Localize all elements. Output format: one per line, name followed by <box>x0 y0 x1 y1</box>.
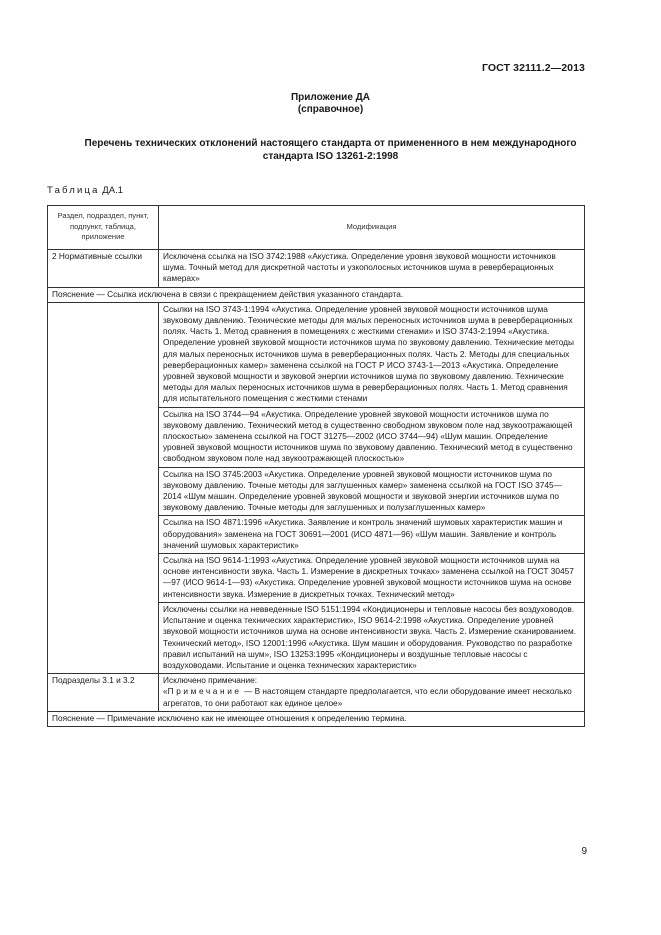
appendix-title: Приложение ДА <box>290 92 371 103</box>
document-code: ГОСТ 32111.2—2013 <box>482 62 585 74</box>
table-row <box>48 250 585 288</box>
section-cell: Подразделы 3.1 и 3.2 <box>48 674 159 712</box>
modification-cell: Ссылка на ISO 9614-1:1993 «Акустика. Определение уровней звуковой мощности источников шума на основе интенсивности звука. Часть 1. Измерение в дискретных точках» заменена ссылкой на ГОСТ 30457—97 (ИСО 9614-1—93) «Акустика. Определение уровней звуковой мощности источников шума на основе интенсивности звука. Измерение в дискретных точках. Технический метод» <box>159 554 585 603</box>
modification-cell: Ссылки на ISO 3743-1:1994 «Акустика. Определение уровней звуковой мощности источников шума звуковому давлению. Технические методы для малых переносных источников шума в реверберационных полях. Часть 1. Метод сравнения в помещениях с жесткими стенами» и ISO 3743-2:1994 «Акустика. Определение уровней звуковой мощности источников шума по звуковому давлению. Технические методы для малых переносных источников шума в реверберационных полях. Часть 2. Методы для специальных реверберационных камер» заменена ссылкой на ГОСТ Р ИСО 3743-1—2013 «Акустика. Определение уровней звуковой мощности и звуковой энергии источников шума по звуковому давлению. Технические методы для малых переносных источников шума в реверберационных полях. Часть 1. Метод сравнения для испытательного помещения с жесткими стенами <box>159 302 585 407</box>
table-caption-number: ДА.1 <box>102 185 123 196</box>
table-row <box>48 287 585 302</box>
quoted-note: «Примечание — В настоящем стандарте предполагается, что если оборудование имеет несколько агрегатов, то они работают как единое целое» <box>163 686 572 708</box>
table-row <box>48 711 585 726</box>
modification-cell: Ссылка на ISO 3745:2003 «Акустика. Определение уровней звуковой мощности источников шума по звуковому давлению. Точные методы для заглушенных камер» заменена ссылкой на ГОСТ ISO 3745—2014 «Шум машин. Определение уровней звуковой мощности и звуковой энергии источников шума по звуковому давлению. Точные методы для заглушенных и полузаглушенных камер» <box>159 467 585 516</box>
section-cell: 2 Нормативные ссылки <box>48 250 159 288</box>
modification-cell: Ссылка на ISO 3744—94 «Акустика. Определение уровней звуковой мощности источников шума по звуковому давлению. Технический метод в существенно свободном звуковом поле над звукоотражающей плоскостью» заменена ссылкой на ГОСТ 31275—2002 (ИСО 3744—94) «Шум машин. Определение уровней звуковой мощности источников шума по звуковому давлению. Технический метод в существенно свободном звуковом поле над звукоотражающей плоскостью» <box>159 407 585 467</box>
explanation-cell: Пояснение — Ссылка исключена в связи с прекращением действия указанного стандарта. <box>48 287 585 302</box>
modification-cell <box>159 674 585 712</box>
table-caption-word: Таблица <box>47 185 100 196</box>
section-cell-empty <box>48 302 159 673</box>
modification-cell: Исключены ссылки на невведенные ISO 5151:1994 «Кондиционеры и тепловые насосы без воздуховодов. Испытание и оценка технических характеристик», ISO 9614-2:1998 «Акустика. Определение уровней звуковой мощности источников шума на основе интенсивности звука. Часть 2. Измерение сканированием. Технический метод», ISO 12001:1996 «Акустика. Шум машин и оборудования. Руководство по разработке правил испытаний на шум», ISO 13253:1995 «Кондиционеры и воздушные тепловые насосы с воздуховодами. Испытание и оценка технических характеристик» <box>159 602 585 673</box>
section-heading: Перечень технических отклонений настоящего стандарта от примененного в нем международного стандарта ISO 13261-2:1998 <box>84 138 577 162</box>
header-section-cell: Раздел, подраздел, пункт, подпункт, таблица, приложение <box>48 206 159 250</box>
table-caption <box>47 185 123 196</box>
table-row <box>48 674 585 712</box>
page-number: 9 <box>581 846 587 857</box>
explanation-cell: Пояснение — Примечание исключено как не имеющее отношения к определению термина. <box>48 711 585 726</box>
table-row <box>48 302 585 407</box>
modification-line: Исключено примечание: <box>163 675 258 686</box>
modification-cell: Исключена ссылка на ISO 3742:1988 «Акустика. Определение уровня звуковой мощности источников шума. Точный метод для дискретной частоты и узкополосных источников шума в реверберационных камерах» <box>159 250 585 288</box>
appendix-subtitle: (справочное) <box>297 104 364 115</box>
deviations-table <box>47 205 585 727</box>
table-header-row <box>48 206 585 250</box>
modification-cell: Ссылка на ISO 4871:1996 «Акустика. Заявление и контроль значений шумовых характеристик машин и оборудования» заменена на ГОСТ 30691—2001 (ИСО 4871—96) «Шум машин. Заявление и контроль значений шумовых характеристик» <box>159 516 585 554</box>
note-label: Примечание <box>167 686 242 697</box>
note-text: — В настоящем стандарте предполагается, что если оборудование имеет несколько агрегатов, то они работают как единое целое» <box>163 686 572 708</box>
header-modification-cell: Модификация <box>159 206 585 250</box>
